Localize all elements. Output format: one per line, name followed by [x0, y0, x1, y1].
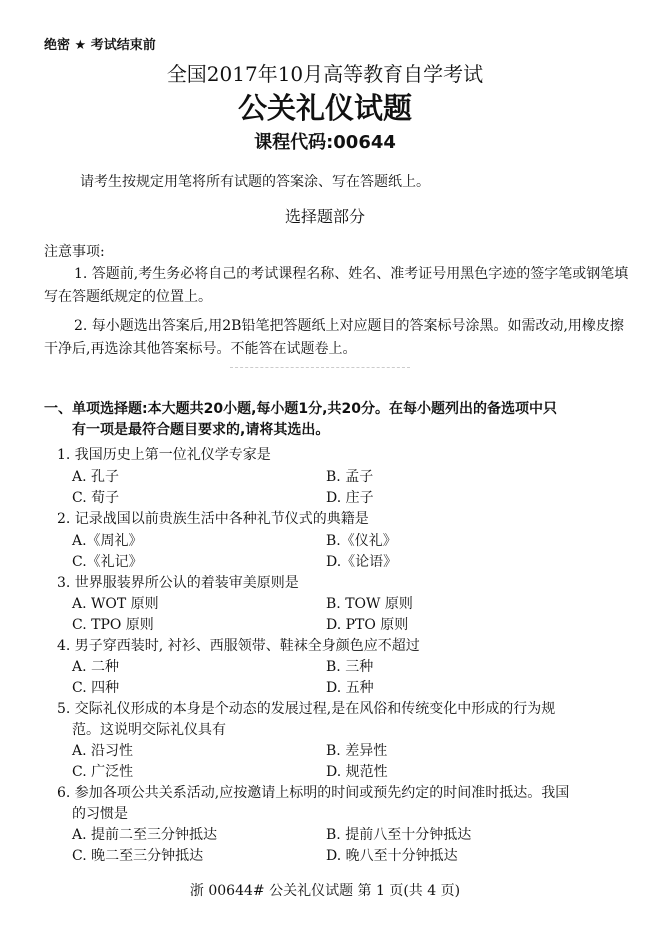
question-stem: 5. 交际礼仪形成的本身是个动态的发展过程,是在风俗和传统变化中形成的行为规 — [57, 701, 556, 717]
option-d: D. 规范性 — [326, 764, 388, 780]
instruction-text: 请考生按规定用笔将所有试题的答案涂、写在答题纸上。 — [80, 174, 430, 190]
question-stem-continued: 范。这说明交际礼仪具有 — [72, 722, 226, 738]
course-code: 课程代码:00644 — [254, 132, 396, 153]
option-a: A. 二种 — [72, 659, 120, 675]
option-d: D. PTO 原则 — [326, 617, 409, 633]
question-stem: 4. 男子穿西装时, 衬衫、西服领带、鞋袜全身颜色应不超过 — [57, 638, 420, 654]
question-stem: 3. 世界服装界所公认的着装审美原则是 — [57, 575, 299, 591]
option-a: A.《周礼》 — [72, 533, 143, 549]
option-d: D. 晚八至十分钟抵达 — [326, 848, 458, 864]
option-c: C. 荀子 — [72, 490, 120, 506]
option-b: B. 孟子 — [326, 469, 374, 485]
option-d: D. 庄子 — [326, 490, 374, 506]
question-stem: 6. 参加各项公共关系活动,应按邀请上标明的时间或预先约定的时间准时抵达。我国 — [57, 785, 570, 801]
part-heading-line1: 一、单项选择题:本大题共20小题,每小题1分,共20分。在每小题列出的备选项中只 — [44, 401, 557, 417]
option-c: C. 广泛性 — [72, 764, 134, 780]
question-stem-continued: 的习惯是 — [72, 806, 128, 822]
option-b: B. 三种 — [326, 659, 374, 675]
option-c: C. 四种 — [72, 680, 120, 696]
option-c: C. 晚二至三分钟抵达 — [72, 848, 204, 864]
part-heading-line2: 有一项是最符合题目要求的,请将其选出。 — [72, 422, 330, 438]
exam-name: 全国2017年10月高等教育自学考试 — [166, 62, 484, 86]
option-b: B. 提前八至十分钟抵达 — [326, 827, 472, 843]
question-stem: 1. 我国历史上第一位礼仪学专家是 — [57, 447, 271, 463]
option-d: D.《论语》 — [326, 554, 398, 570]
note-item-2: 2. 每小题选出答案后,用2B铅笔把答题纸上对应题目的答案标号涂黑。如需改动,用橡皮擦干净后,再选涂其他答案标号。不能答在试题卷上。 — [44, 318, 624, 357]
option-a: A. 沿习性 — [72, 743, 134, 759]
option-b: B. TOW 原则 — [326, 596, 413, 612]
question-stem: 2. 记录战国以前贵族生活中各种礼节仪式的典籍是 — [57, 511, 369, 527]
option-b: B.《仪礼》 — [326, 533, 397, 549]
option-a: A. 提前二至三分钟抵达 — [72, 827, 218, 843]
option-c: C. TPO 原则 — [72, 617, 154, 633]
note-item-1: 1. 答题前,考生务必将自己的考试课程名称、姓名、准考证号用黑色字迹的签字笔或钢笔填写在答题纸规定的位置上。 — [44, 266, 629, 305]
option-a: A. WOT 原则 — [72, 596, 159, 612]
confidential-label: 绝密 ★ 考试结束前 — [44, 38, 156, 53]
option-c: C.《礼记》 — [72, 554, 143, 570]
page-footer: 浙 00644# 公关礼仪试题 第 1 页(共 4 页) — [189, 883, 461, 899]
option-a: A. 孔子 — [72, 469, 120, 485]
option-d: D. 五种 — [326, 680, 374, 696]
option-b: B. 差异性 — [326, 743, 388, 759]
section-title: 选择题部分 — [284, 207, 365, 226]
notes-label: 注意事项: — [44, 244, 105, 260]
divider — [230, 367, 410, 370]
part-heading — [44, 399, 634, 441]
page-title: 公关礼仪试题 — [237, 91, 412, 125]
